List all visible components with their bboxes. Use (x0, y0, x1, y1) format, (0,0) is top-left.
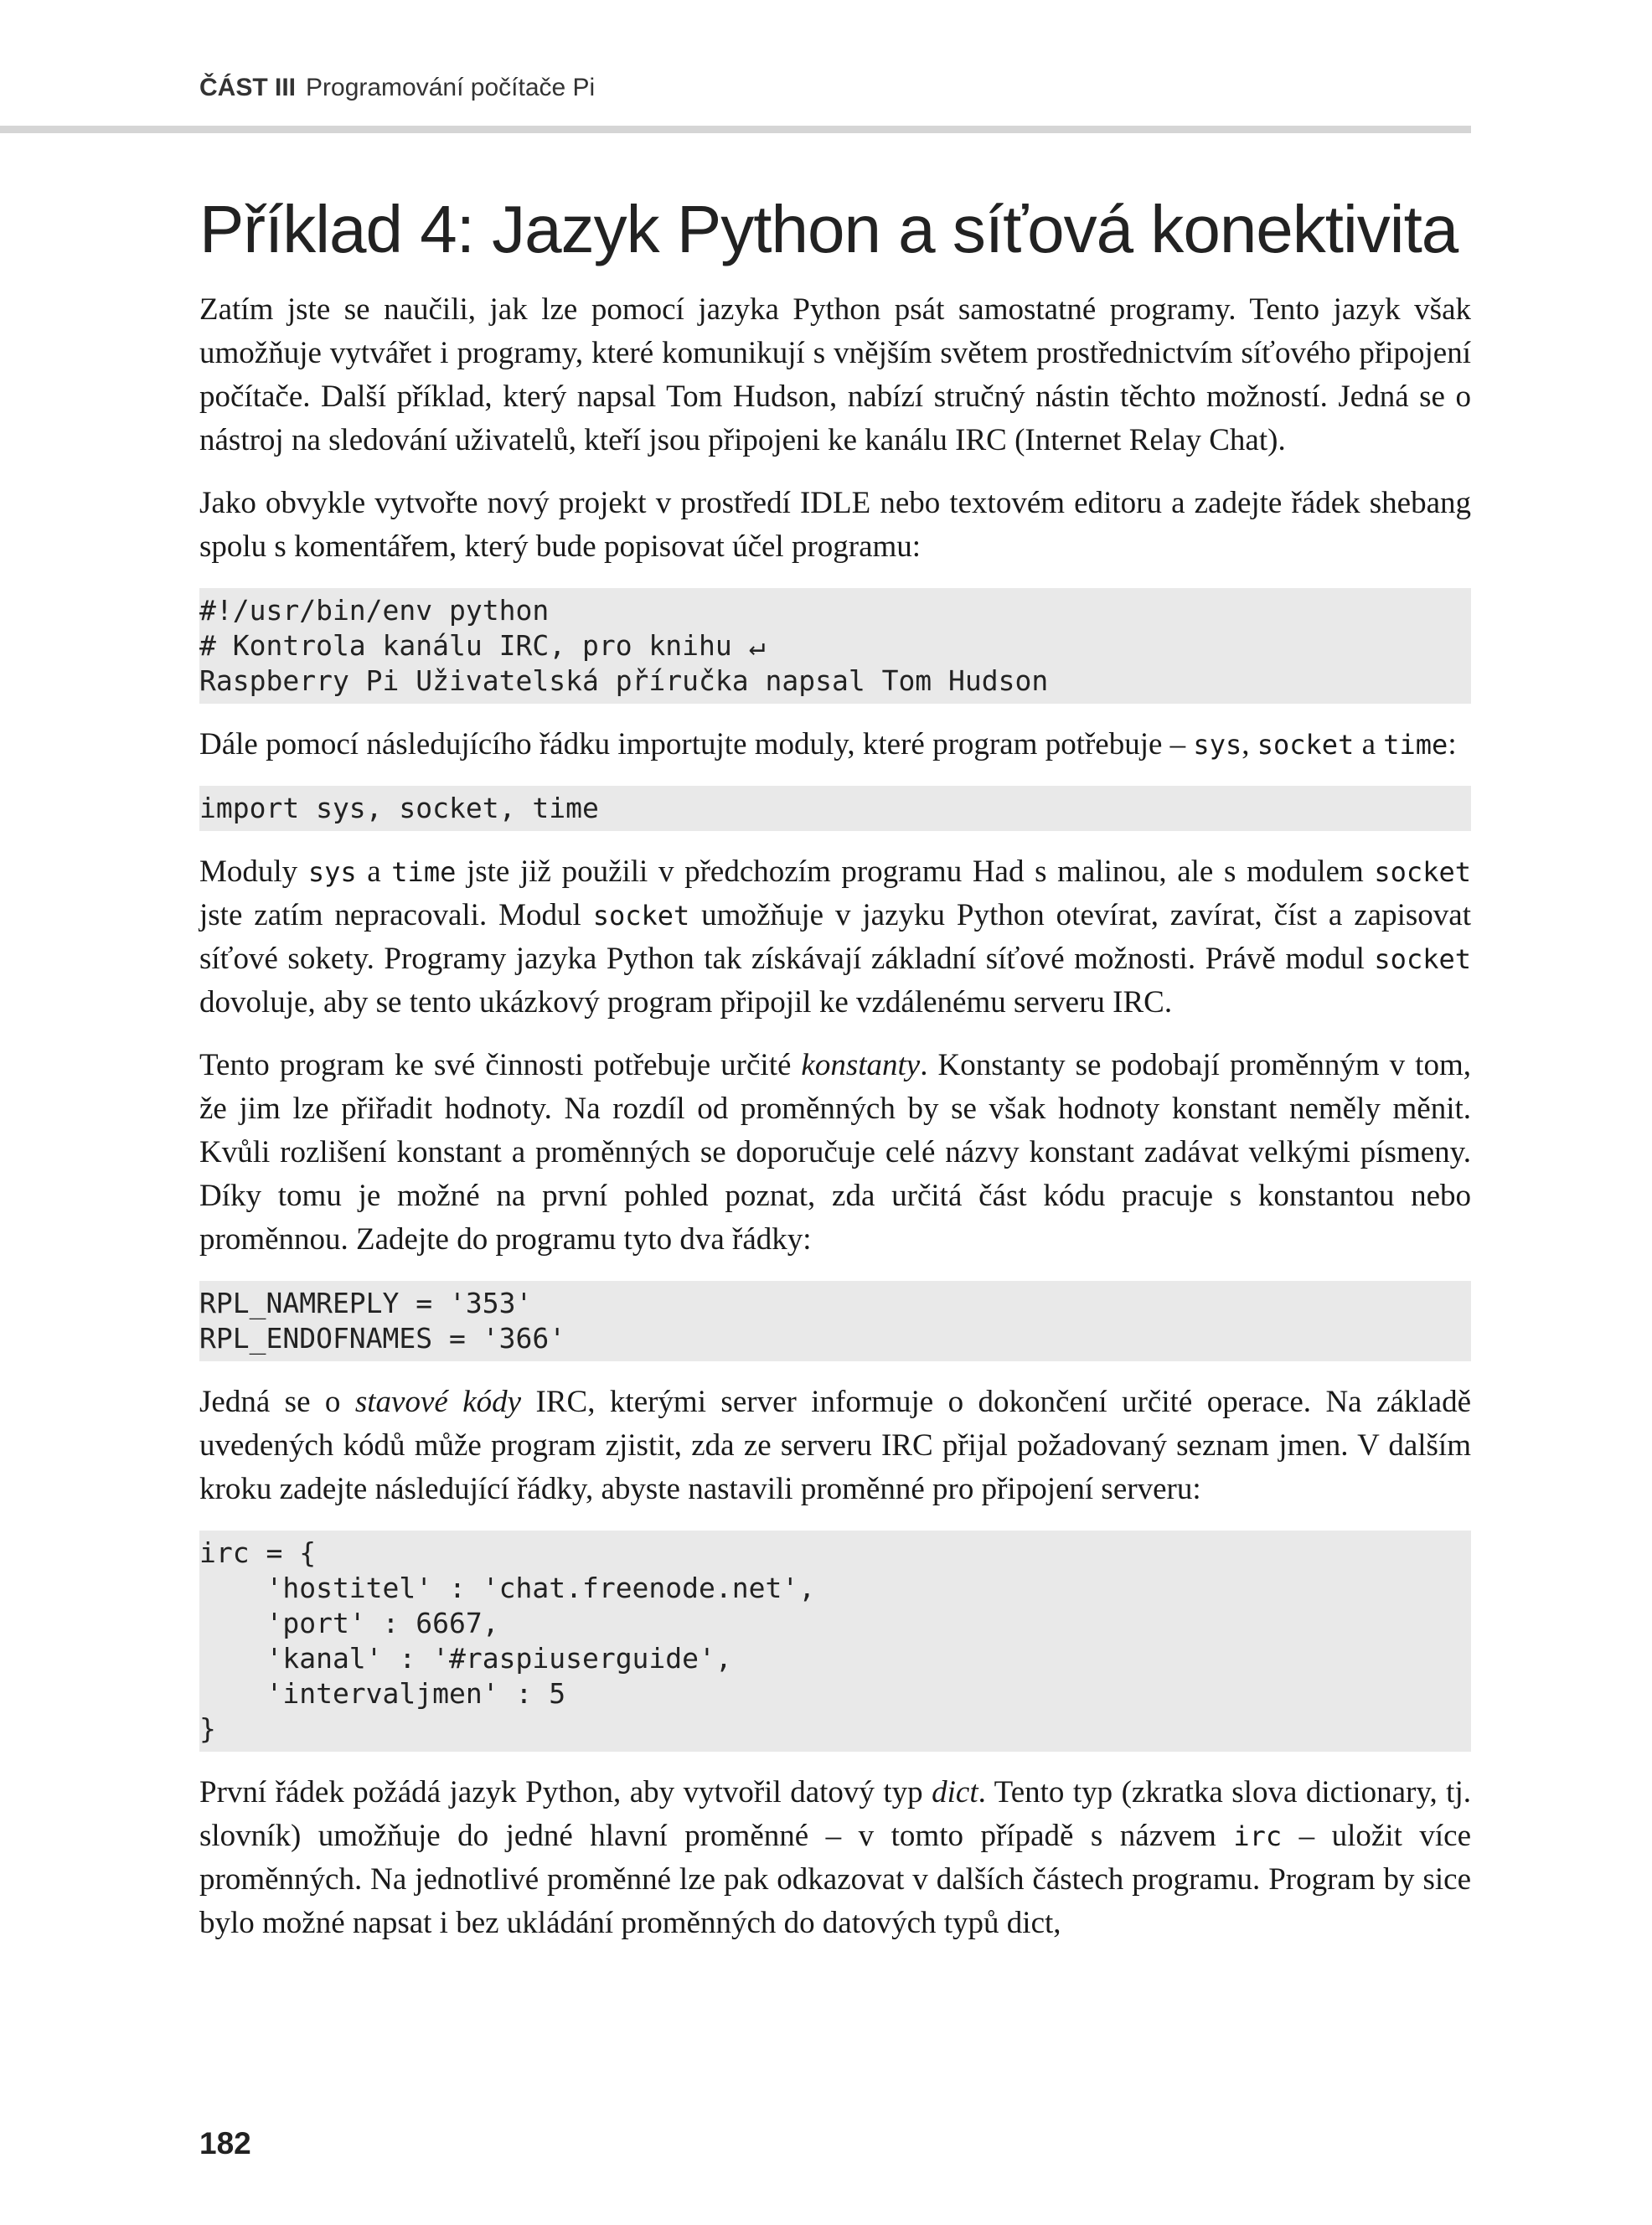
paragraph-constants: Tento program ke své činnosti potřebuje určité konstanty. Konstanty se podobají proměnným v tom, že jim lze přiřadit hodnoty. Na rozdíl od proměnných by se však hodnoty konstant neměly měnit. Kvůli rozlišení konstant a proměnných se doporučuje celé názvy konstant zadávat velkými písmeny. Díky tomu je možné na první pohled poznat, zda určitá část kódu pracuje s konstantou nebo proměnnou. Zadejte do programu tyto dva řádky: (199, 1048, 1471, 1257)
paragraph-new-project: Jako obvykle vytvořte nový projekt v prostředí IDLE nebo textovém editoru a zadejte řádek shebang spolu s komentářem, který bude popisovat účel programu: (199, 486, 1471, 564)
page-content (199, 189, 1471, 1964)
part-label: ČÁST III (199, 74, 297, 101)
inline-code: socket (592, 900, 690, 932)
page-number: 182 (199, 2126, 251, 2160)
inline-code: irc (1233, 1820, 1283, 1852)
paragraph-status-codes: Jedná se o stavové kódy IRC, kterými server informuje o dokončení určité operace. Na základě uvedených kódů může program zjistit, zda ze serveru IRC přijal požadovaný seznam jmen. V dalším kroku zadejte následující řádky, abyste nastavili proměnné pro připojení serveru: (199, 1385, 1471, 1506)
inline-code: sys (307, 856, 357, 888)
code-block-import: import sys, socket, time (199, 786, 1471, 831)
inline-code: socket (1374, 856, 1471, 888)
paragraph-dict: První řádek požádá jazyk Python, aby vytvořil datový typ dict. Tento typ (zkratka slova dictionary, tj. slovník) umožňuje do jedné hlavní proměnné – v tomto případě s názvem irc – uložit více proměnných. Na jednotlivé proměnné lze pak odkazovat v dalších částech programu. Program by sice bylo možné napsat i bez ukládání proměnných do datových typů dict, (199, 1775, 1471, 1940)
inline-code: time (1383, 729, 1448, 761)
inline-code: socket (1374, 943, 1471, 975)
paragraph-import: Dále pomocí následujícího řádku importujte moduly, které program potřebuje – sys, socket a time: (199, 727, 1457, 761)
header-rule (0, 126, 1471, 133)
inline-code: socket (1257, 729, 1355, 761)
section-label: Programování počítače Pi (306, 74, 596, 101)
inline-code: sys (1193, 729, 1242, 761)
running-head (199, 74, 595, 102)
paragraph-socket: Moduly sys a time jste již použili v předchozím programu Had s malinou, ale s modulem socket jste zatím nepracovali. Modul socket umožňuje v jazyku Python otevírat, zavírat, číst a zapisovat síťové sokety. Programy jazyka Python tak získávají základní síťové možnosti. Právě modul socket dovoluje, aby se tento ukázkový program připojil ke vzdálenému serveru IRC. (199, 854, 1471, 1020)
page-title: Příklad 4: Jazyk Python a síťová konektivita (199, 192, 1458, 266)
code-block-constants: RPL_NAMREPLY = '353' RPL_ENDOFNAMES = '366' (199, 1281, 1471, 1361)
inline-code: time (391, 856, 457, 888)
paragraph-intro: Zatím jste se naučili, jak lze pomocí jazyka Python psát samostatné programy. Tento jazyk však umožňuje vytvářet i programy, které komunikují s vnějším světem prostřednictvím síťového připojení počítače. Další příklad, který napsal Tom Hudson, nabízí stručný nástin těchto možností. Jedná se o nástroj na sledování uživatelů, kteří jsou připojeni ke kanálu IRC (Internet Relay Chat). (199, 292, 1471, 457)
code-block-irc-dict: irc = { 'hostitel' : 'chat.freenode.net', 'port' : 6667, 'kanal' : '#raspiuserguide', 'intervaljmen' : 5 } (199, 1531, 1471, 1752)
code-block-shebang: #!/usr/bin/env python # Kontrola kanálu IRC, pro knihu ↵ Raspberry Pi Uživatelská příručka napsal Tom Hudson (199, 588, 1471, 704)
